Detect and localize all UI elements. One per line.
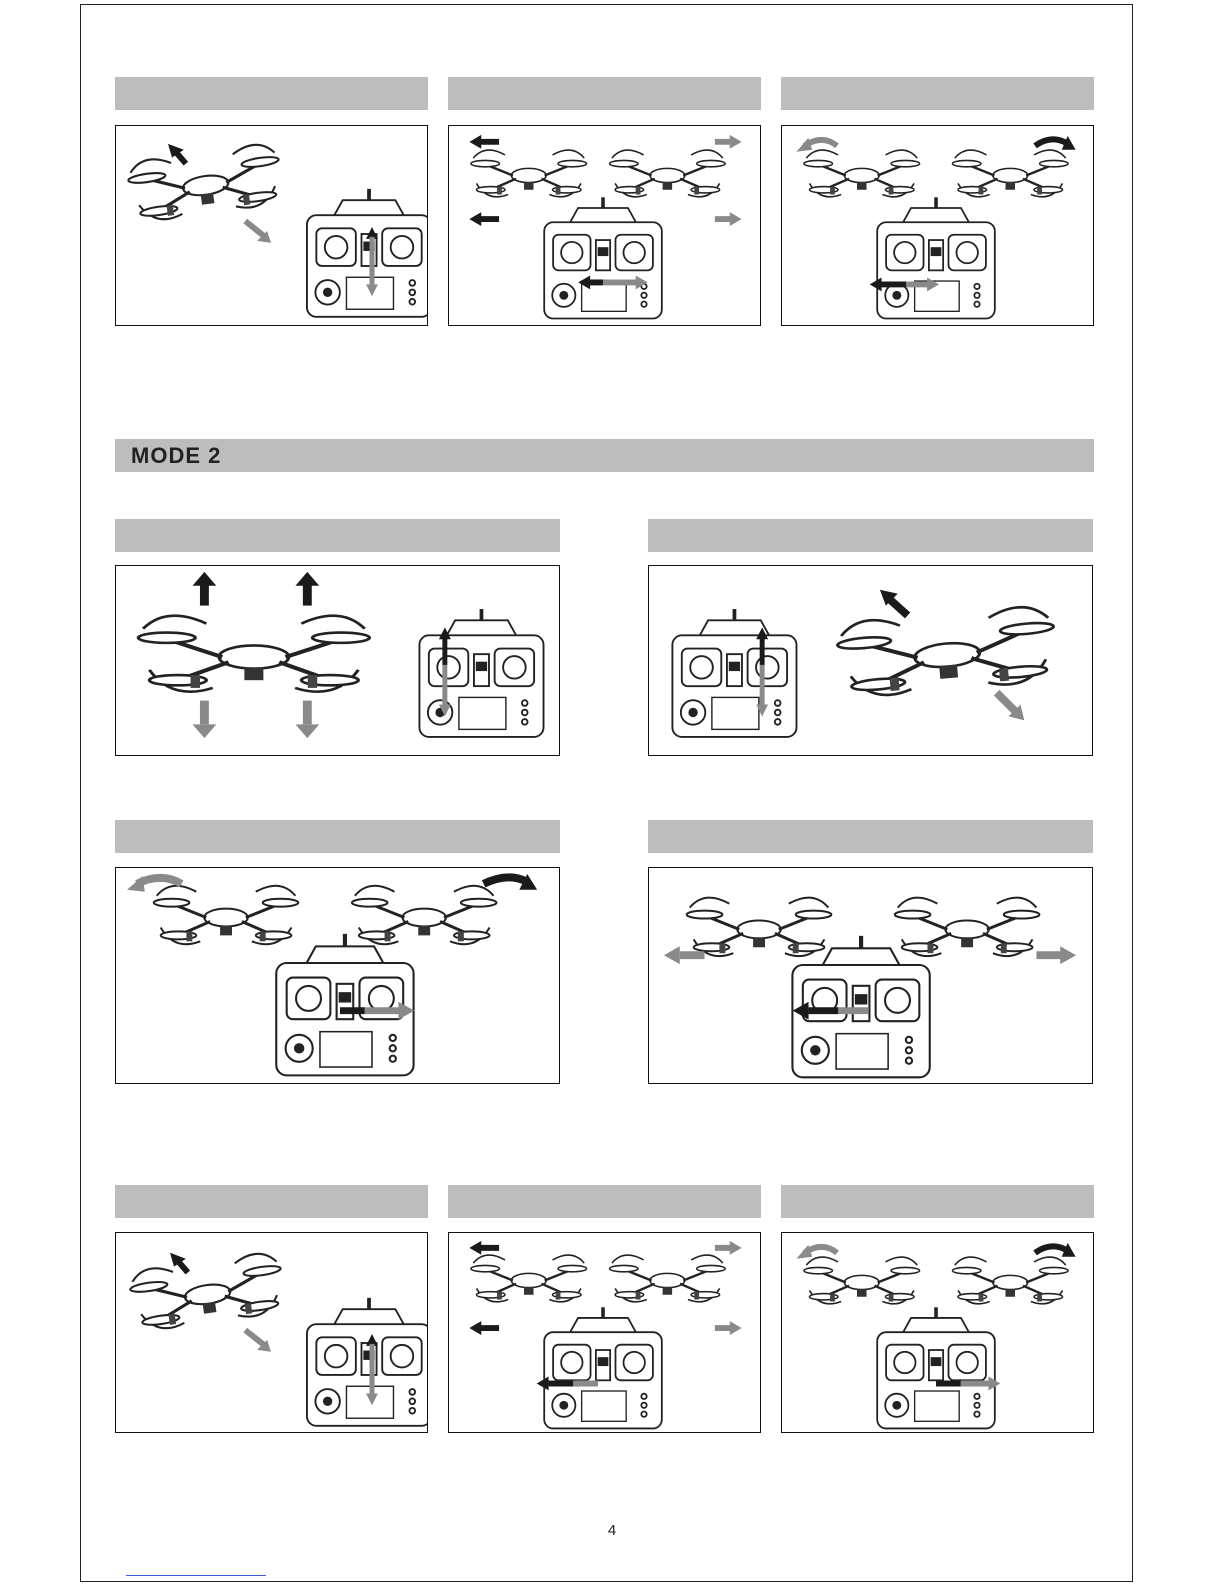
drone-icon (138, 616, 369, 692)
remote-controller-icon (877, 1307, 995, 1428)
remote-controller-icon (672, 609, 796, 737)
drone-icon (610, 150, 726, 197)
rotate-arrow-icon (1035, 1246, 1068, 1252)
remote-controller-icon (276, 934, 413, 1075)
remote-controller-icon (877, 197, 995, 318)
drone-icon (804, 150, 920, 197)
header-bar-mode2-4 (648, 820, 1093, 853)
drone-icon (126, 142, 285, 224)
illustration-panel-bottom-1 (115, 1232, 428, 1433)
header-bar-mode2-1 (115, 519, 560, 552)
remote-controller-icon (792, 936, 929, 1077)
rotate-arrow-icon (484, 877, 528, 883)
drone-icon (895, 898, 1040, 957)
remote-controller-icon (544, 197, 662, 318)
remote-controller-icon (307, 1298, 427, 1426)
illustration-panel-top-2 (448, 125, 761, 326)
header-bar-top-2 (448, 77, 761, 110)
drone-icon (952, 150, 1068, 197)
header-bar-bottom-1 (115, 1185, 428, 1218)
drone-icon (154, 886, 299, 945)
drone-icon (687, 898, 832, 957)
illustration-panel-roll (648, 867, 1093, 1084)
header-bar-bottom-2 (448, 1185, 761, 1218)
remote-controller-icon (307, 189, 427, 317)
rotate-arrow-icon (1035, 139, 1068, 145)
illustration-panel-top-3 (781, 125, 1094, 326)
illustration-panel-pitch (648, 565, 1093, 756)
header-bar-top-1 (115, 77, 428, 110)
header-bar-top-3 (781, 77, 1094, 110)
remote-controller-icon (544, 1307, 662, 1428)
drone-icon (352, 886, 497, 945)
drone-icon (952, 1257, 1068, 1304)
illustration-panel-bottom-3 (781, 1232, 1094, 1433)
section-title-bar (115, 439, 1094, 472)
drone-icon (471, 150, 587, 197)
drone-icon (471, 1255, 587, 1302)
illustration-panel-yaw (115, 867, 560, 1084)
drone-icon (804, 1257, 920, 1304)
drone-icon (128, 1251, 287, 1333)
remote-controller-icon (419, 609, 543, 737)
mode-title: MODE 2 (131, 443, 222, 468)
header-bar-mode2-2 (648, 519, 1093, 552)
drone-icon (610, 1255, 726, 1302)
page-number: 4 (607, 1522, 617, 1539)
drone-icon (836, 604, 1059, 699)
illustration-panel-bottom-2 (448, 1232, 761, 1433)
illustration-panel-throttle (115, 565, 560, 756)
header-bar-mode2-3 (115, 820, 560, 853)
header-bar-bottom-3 (781, 1185, 1094, 1218)
arrow-icon (245, 221, 265, 237)
illustration-panel-top-1 (115, 125, 428, 326)
footer-link-line (126, 1575, 266, 1576)
